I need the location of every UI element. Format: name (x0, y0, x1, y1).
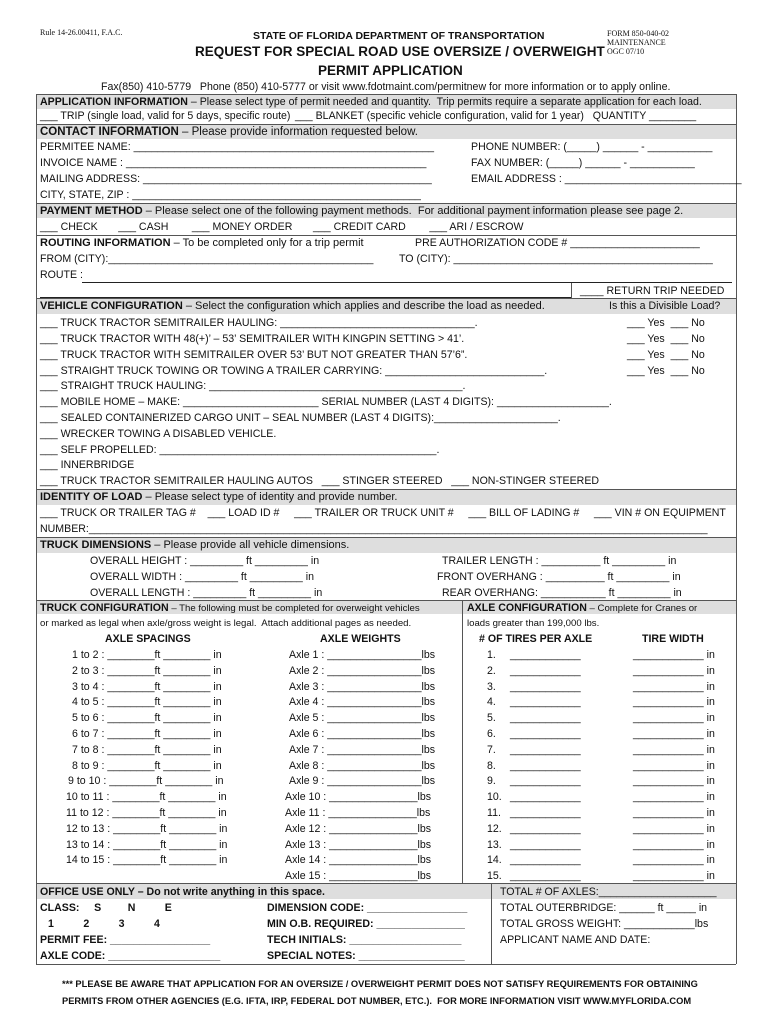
vehicle-option-7[interactable]: ___ SEALED CONTAINERIZED CARGO UNIT – SEAL NUMBER (LAST 4 DIGITS):_____________________. (40, 412, 561, 424)
rule-routing (36, 235, 736, 236)
tire-width-field[interactable]: ____________ in (633, 854, 715, 867)
axle-row-number: 15. (487, 870, 502, 883)
axle-spacing-field[interactable]: 1 to 2 : ________ft ________ in (72, 649, 222, 661)
tire-width-field[interactable]: ____________ in (633, 791, 715, 804)
axle-row-number: 7. (487, 743, 496, 756)
axle-weight-field[interactable]: Axle 6 : ________________lbs (289, 728, 436, 740)
total-outerbridge-field[interactable]: TOTAL OUTERBRIDGE: ______ ft _____ in (500, 902, 708, 914)
dimensions-header: TRUCK DIMENSIONS – Please provide all vehicle dimensions. (40, 539, 350, 551)
fax-number-field[interactable]: FAX NUMBER: (_____) ______ - ___________ (471, 157, 695, 169)
vehicle-option-10[interactable]: ___ INNERBRIDGE (40, 459, 135, 471)
axle-row-number: 4. (487, 696, 496, 709)
axle-row-number: 10. (487, 791, 502, 804)
tires-per-axle-field[interactable]: ____________ (510, 791, 581, 804)
axle-spacing-field[interactable]: 9 to 10 : ________ft ________ in (68, 775, 224, 788)
dimension-code-field: DIMENSION CODE: _________________ (267, 902, 468, 914)
permitee-name-field[interactable]: PERMITEE NAME: ___________________________________________________ (40, 141, 435, 153)
tires-per-axle-field[interactable]: ____________ (510, 854, 581, 867)
to-city-field[interactable]: TO (CITY): ____________________________________________ (399, 253, 713, 265)
front-overhang-field[interactable]: FRONT OVERHANG : __________ ft _________ in (437, 571, 681, 583)
axle-weight-field[interactable]: Axle 8 : ________________lbs (289, 759, 436, 772)
axle-weight-field[interactable]: Axle 3 : ________________lbs (289, 680, 436, 693)
axle-row-number: 5. (487, 712, 496, 725)
axle-row-number: 13. (487, 838, 502, 851)
total-gross-weight-field[interactable]: TOTAL GROSS WEIGHT: ____________lbs (500, 918, 709, 930)
vehicle-option-3[interactable]: ___ TRUCK TRACTOR WITH SEMITRAILER OVER 53’ BUT NOT GREATER THAN 57’6”. (40, 349, 468, 361)
vehicle-option-2[interactable]: ___ TRUCK TRACTOR WITH 48(+)’ – 53’ SEMITRAILER WITH KINGPIN SETTING > 41’. (40, 333, 465, 345)
route-field-line2[interactable] (40, 297, 571, 298)
contact-info-line: Fax(850) 410-5779 Phone (850) 410-5777 or visit www.fdotmaint.com/permitnew for more information or to apply online. (101, 81, 671, 93)
permit-fee-field: PERMIT FEE: _________________ (40, 934, 211, 946)
divisible-yesno-3[interactable]: ___ Yes ___ No (627, 349, 705, 361)
rule-contact (36, 124, 736, 125)
tires-per-axle-field[interactable]: ____________ (510, 870, 581, 883)
tire-width-header: TIRE WIDTH (642, 633, 704, 645)
axle-weight-field[interactable]: Axle 5 : ________________lbs (289, 712, 436, 725)
tire-width-field[interactable]: ____________ in (633, 822, 715, 835)
rule-truck-config (36, 600, 736, 601)
rule-bottom (36, 964, 736, 965)
axle-weights-header: AXLE WEIGHTS (320, 633, 401, 645)
tire-width-field[interactable]: ____________ in (633, 664, 715, 677)
vehicle-option-5[interactable]: ___ STRAIGHT TRUCK HAULING: ___________________________________________. (40, 380, 466, 392)
identity-header: IDENTITY OF LOAD – Please select type of identity and provide number. (40, 491, 398, 503)
axle-spacing-field[interactable]: 8 to 9 : ________ft ________ in (72, 759, 222, 772)
axle-row-number: 12. (487, 822, 502, 835)
axle-row-number: 6. (487, 728, 496, 740)
tires-per-axle-field[interactable]: ____________ (510, 807, 581, 819)
tires-per-axle-field[interactable]: ____________ (510, 664, 581, 677)
axle-weight-field[interactable]: Axle 15 : _______________lbs (285, 870, 432, 883)
axle-weight-field[interactable]: Axle 11 : _______________lbs (285, 807, 431, 819)
tires-per-axle-field[interactable]: ____________ (510, 838, 581, 851)
truck-config-desc: or marked as legal when axle/gross weight is legal. Attach additional pages as needed. (40, 618, 412, 629)
applicant-name-date-field[interactable]: APPLICANT NAME AND DATE: (500, 934, 651, 946)
axle-spacing-field[interactable]: 10 to 11 : ________ft ________ in (66, 791, 227, 804)
min-ob-field: MIN O.B. REQUIRED: _______________ (267, 918, 465, 930)
form-ogc: OGC 07/10 (607, 47, 645, 56)
axle-weight-field[interactable]: Axle 1 : ________________lbs (289, 649, 436, 661)
tires-per-axle-field[interactable]: ____________ (510, 649, 581, 661)
vehicle-option-8[interactable]: ___ WRECKER TOWING A DISABLED VEHICLE. (40, 428, 277, 440)
axle-weight-field[interactable]: Axle 14 : _______________lbs (285, 854, 432, 867)
axle-config-desc: loads greater than 199,000 lbs. (467, 618, 600, 629)
vehicle-option-4[interactable]: ___ STRAIGHT TRUCK TOWING OR TOWING A TRAILER CARRYING: ___________________________. (40, 365, 548, 377)
payment-options[interactable]: ___ CHECK ___ CASH ___ MONEY ORDER ___ CREDIT CARD ___ ARI / ESCROW (40, 221, 524, 233)
tire-width-field[interactable]: ____________ in (633, 728, 715, 740)
mailing-address-field[interactable]: MAILING ADDRESS: _________________________________________________ (40, 173, 432, 185)
tires-per-axle-field[interactable]: ____________ (510, 712, 581, 725)
preauth-code-field[interactable]: PRE AUTHORIZATION CODE # ______________________ (415, 237, 700, 249)
form-maintenance: MAINTENANCE (607, 38, 666, 47)
divisible-yesno-2[interactable]: ___ Yes ___ No (627, 333, 705, 345)
vehicle-option-1[interactable]: ___ TRUCK TRACTOR SEMITRAILER HAULING: _________________________________. (40, 317, 478, 329)
axle-config-header: AXLE CONFIGURATION – Complete for Cranes or (467, 602, 698, 614)
tire-width-field[interactable]: ____________ in (633, 649, 715, 661)
total-axles-field[interactable]: TOTAL # OF AXLES:____________________ (500, 886, 717, 898)
overall-width-field[interactable]: OVERALL WIDTH : _________ ft _________ in (90, 571, 314, 583)
axle-row-number: 9. (487, 775, 496, 788)
axle-weight-field[interactable]: Axle 13 : _______________lbs (285, 838, 432, 851)
axle-row-number: 3. (487, 680, 496, 693)
trip-option[interactable]: ___ TRIP (single load, valid for 5 days, specific route) (40, 110, 291, 122)
from-city-field[interactable]: FROM (CITY):_____________________________________________ (40, 253, 374, 265)
axle-code-field: AXLE CODE: ___________________ (40, 950, 221, 962)
axle-weight-field[interactable]: Axle 12 : _______________lbs (285, 822, 432, 835)
divisible-load-question: Is this a Divisible Load? (609, 300, 721, 312)
axle-row-number: 8. (487, 759, 496, 772)
rule-payment (36, 203, 736, 204)
axle-weight-field[interactable]: Axle 4 : ________________lbs (289, 696, 436, 709)
tires-per-axle-field[interactable]: ____________ (510, 680, 581, 693)
frame-right (736, 94, 737, 964)
app-info-header: APPLICATION INFORMATION – Please select type of permit needed and quantity. Trip permits require a separate application for each load. (40, 96, 702, 108)
footer-notice-line2: PERMITS FROM OTHER AGENCIES (E.G. IFTA, IRP, FEDERAL DOT NUMBER, ETC.). FOR MORE INFORMATION VISIT WWW.MYFLORIDA.COM (62, 996, 692, 1006)
tires-per-axle-field[interactable]: ____________ (510, 759, 581, 772)
axle-weight-field[interactable]: Axle 10 : _______________lbs (285, 791, 432, 804)
identity-number-field[interactable]: NUMBER:_________________________________________________________________________________________________________ (40, 523, 708, 535)
tire-width-field[interactable]: ____________ in (633, 696, 715, 709)
tire-width-field[interactable]: ____________ in (633, 775, 715, 788)
rule-identity (36, 489, 736, 490)
vehicle-option-9[interactable]: ___ SELF PROPELLED: _______________________________________________. (40, 444, 440, 456)
axle-weight-field[interactable]: Axle 2 : ________________lbs (289, 664, 436, 677)
form-number: FORM 850-040-02 (607, 29, 670, 38)
axle-spacing-field[interactable]: 14 to 15 : ________ft ________ in (66, 854, 228, 867)
axle-spacing-field[interactable]: 6 to 7 : ________ft ________ in (72, 728, 222, 740)
vehicle-option-6[interactable]: ___ MOBILE HOME – MAKE: _______________________ SERIAL NUMBER (LAST 4 DIGITS): ___________________. (40, 396, 612, 408)
axle-spacing-field[interactable]: 7 to 8 : ________ft ________ in (72, 743, 222, 756)
phone-number-field[interactable]: PHONE NUMBER: (_____) ______ - ___________ (471, 141, 713, 153)
rule-vehicle (36, 298, 736, 299)
axle-divider (462, 600, 463, 883)
axle-row-number: 11. (487, 807, 501, 819)
office-divider (491, 883, 492, 964)
route-label: ROUTE : (40, 269, 83, 281)
rear-overhang-field[interactable]: REAR OVERHANG: ___________ ft _________ in (442, 587, 682, 599)
axle-row-number: 2. (487, 664, 496, 677)
office-class-numbers: 1 2 3 4 (48, 918, 160, 930)
city-state-zip-field[interactable]: CITY, STATE, ZIP : _________________________________________________ (40, 189, 421, 201)
frame-left (36, 94, 37, 964)
axle-spacings-header: AXLE SPACINGS (105, 633, 191, 645)
tire-width-field[interactable]: ____________ in (633, 838, 715, 851)
vehicle-option-11[interactable]: ___ TRUCK TRACTOR SEMITRAILER HAULING AUTOS ___ STINGER STEERED ___ NON-STINGER STEERED (40, 475, 600, 487)
invoice-name-field[interactable]: INVOICE NAME : ___________________________________________________ (40, 157, 427, 169)
office-use-header: OFFICE USE ONLY – Do not write anything in this space. (40, 886, 325, 898)
office-class: CLASS: S N E (40, 902, 172, 914)
truck-config-header: TRUCK CONFIGURATION – The following must be completed for overweight vehicles (40, 602, 420, 614)
tire-width-field[interactable]: ____________ in (633, 712, 715, 725)
axle-weight-field[interactable]: Axle 9 : ________________lbs (289, 775, 436, 788)
axle-row-number: 1. (487, 649, 496, 661)
rule-citation: Rule 14-26.00411, F.A.C. (40, 28, 123, 37)
contact-header: CONTACT INFORMATION – Please provide information requested below. (40, 126, 418, 138)
axle-spacing-field[interactable]: 4 to 5 : ________ft ________ in (72, 696, 222, 709)
axle-spacing-field[interactable]: 5 to 6 : ________ft ________ in (72, 712, 222, 725)
tires-per-axle-field[interactable]: ____________ (510, 743, 581, 756)
tires-per-axle-field[interactable]: ____________ (510, 696, 581, 709)
tires-per-axle-field[interactable]: ____________ (510, 728, 581, 740)
routing-divider (571, 283, 572, 298)
axle-spacing-field[interactable]: 3 to 4 : ________ft ________ in (72, 680, 222, 693)
payment-header: PAYMENT METHOD – Please select one of the following payment methods. For additional payment information please see page 2. (40, 205, 684, 217)
identity-options[interactable]: ___ TRUCK OR TRAILER TAG # ___ LOAD ID # ___ TRAILER OR TRUCK UNIT # ___ BILL OF LADING # ___ VIN # ON EQUIPMENT (40, 507, 726, 519)
overall-length-field[interactable]: OVERALL LENGTH : _________ ft _________ in (90, 587, 323, 599)
rule-dimensions (36, 537, 736, 538)
divisible-yesno-1[interactable]: ___ Yes ___ No (627, 317, 705, 329)
axle-row-number: 14. (487, 854, 502, 867)
axle-spacing-field[interactable]: 12 to 13 : ________ft ________ in (66, 822, 228, 835)
routing-header: ROUTING INFORMATION – To be completed only for a trip permit (40, 237, 364, 249)
trailer-length-field[interactable]: TRAILER LENGTH : __________ ft _________ in (442, 555, 677, 567)
axle-weight-field[interactable]: Axle 7 : ________________lbs (289, 743, 436, 756)
tire-width-field[interactable]: ____________ in (633, 870, 715, 883)
axle-spacing-field[interactable]: 11 to 12 : ________ft ________ in (66, 807, 227, 819)
tire-width-field[interactable]: ____________ in (633, 743, 715, 756)
footer-notice-line1: *** PLEASE BE AWARE THAT APPLICATION FOR AN OVERSIZE / OVERWEIGHT PERMIT DOES NOT SATISFY REQUIREMENTS FOR OBTAINING (62, 979, 698, 989)
route-field[interactable] (82, 282, 732, 283)
form-title: REQUEST FOR SPECIAL ROAD USE OVERSIZE / OVERWEIGHT (195, 44, 605, 59)
tires-per-axle-field[interactable]: ____________ (510, 775, 581, 788)
tire-width-field[interactable]: ____________ in (633, 759, 715, 772)
email-address-field[interactable]: EMAIL ADDRESS : ______________________________ (471, 173, 742, 185)
tire-width-field[interactable]: ____________ in (633, 680, 715, 693)
divisible-yesno-4[interactable]: ___ Yes ___ No (627, 365, 705, 377)
rule-top (36, 94, 736, 95)
tires-per-axle-field[interactable]: ____________ (510, 822, 581, 835)
agency-name: STATE OF FLORIDA DEPARTMENT OF TRANSPORTATION (253, 30, 545, 42)
tire-width-field[interactable]: ____________ in (633, 807, 715, 819)
form-subtitle: PERMIT APPLICATION (318, 63, 463, 78)
tires-per-axle-header: # OF TIRES PER AXLE (479, 633, 593, 645)
return-trip-option[interactable]: ____ RETURN TRIP NEEDED (580, 285, 725, 297)
overall-height-field[interactable]: OVERALL HEIGHT : _________ ft _________ in (90, 555, 320, 567)
special-notes-field: SPECIAL NOTES: __________________ (267, 950, 465, 962)
axle-spacing-field[interactable]: 13 to 14 : ________ft ________ in (66, 838, 228, 851)
vehicle-header: VEHICLE CONFIGURATION – Select the configuration which applies and describe the load as needed. (40, 300, 545, 312)
blanket-option[interactable]: ___ BLANKET (specific vehicle configuration, valid for 1 year) QUANTITY ________ (295, 110, 697, 122)
tech-initials-field: TECH INITIALS: ___________________ (267, 934, 462, 946)
axle-spacing-field[interactable]: 2 to 3 : ________ft ________ in (72, 664, 222, 677)
